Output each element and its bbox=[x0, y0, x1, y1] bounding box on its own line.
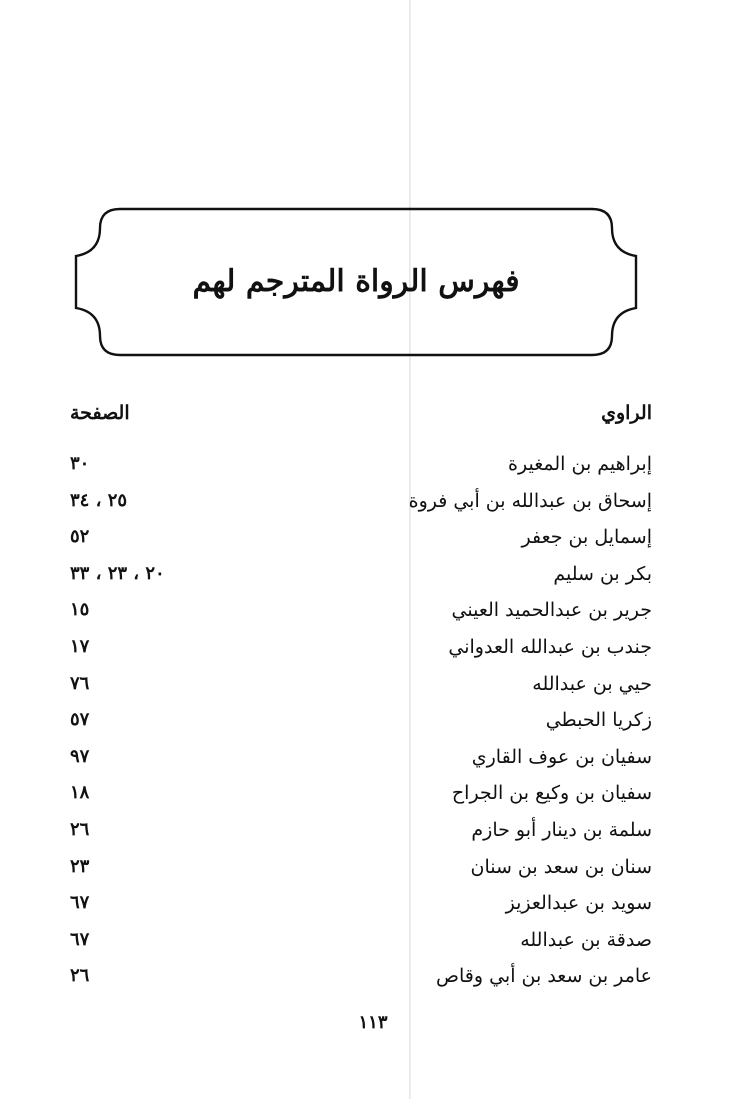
narrator-name: صدقة بن عبدالله bbox=[520, 928, 652, 951]
index-entry bbox=[70, 923, 652, 960]
page-references: ٥٧ bbox=[70, 709, 90, 731]
narrator-name: حيي بن عبدالله bbox=[532, 672, 652, 695]
narrator-column-header: الراوي bbox=[601, 402, 652, 424]
index-entry bbox=[70, 630, 652, 667]
page-references: ٧٦ bbox=[70, 672, 90, 694]
index-entry bbox=[70, 447, 652, 484]
page-references: ٩٧ bbox=[70, 745, 90, 767]
index-entry bbox=[70, 667, 652, 704]
narrator-name: عامر بن سعد بن أبي وقاص bbox=[436, 965, 652, 988]
page-references: ٢٥ ، ٣٤ bbox=[70, 489, 128, 511]
page-references: ٥٢ bbox=[70, 526, 90, 548]
narrator-index-list bbox=[70, 447, 652, 996]
page-column-header: الصفحة bbox=[70, 402, 130, 424]
narrator-name: إسمايل بن جعفر bbox=[521, 526, 652, 549]
page-title: فهرس الرواة المترجم لهم bbox=[192, 264, 520, 299]
page-references: ٢٦ bbox=[70, 818, 90, 840]
page-references: ٢٠ ، ٢٣ ، ٣٣ bbox=[70, 562, 165, 584]
index-entry bbox=[70, 520, 652, 557]
index-entry bbox=[70, 886, 652, 923]
index-entry bbox=[70, 740, 652, 777]
narrator-name: سلمة بن دينار أبو حازم bbox=[471, 818, 652, 841]
narrator-name: إسحاق بن عبدالله بن أبي فروة bbox=[408, 489, 652, 512]
title-frame bbox=[70, 206, 642, 358]
index-entry bbox=[70, 776, 652, 813]
narrator-name: سفيان بن وكيع بن الجراح bbox=[451, 782, 652, 805]
narrator-name: سفيان بن عوف القاري bbox=[471, 745, 652, 768]
page-references: ٦٧ bbox=[70, 892, 90, 914]
narrator-name: بكر بن سليم bbox=[553, 562, 652, 585]
index-entry bbox=[70, 813, 652, 850]
narrator-name: إبراهيم بن المغيرة bbox=[508, 453, 652, 475]
page-references: ١٨ bbox=[70, 782, 90, 804]
narrator-name: جرير بن عبدالحميد العيني bbox=[451, 599, 652, 622]
page-references: ٢٣ bbox=[70, 855, 90, 877]
index-entry bbox=[70, 703, 652, 740]
index-entry bbox=[70, 484, 652, 521]
narrator-name: جندب بن عبدالله العدواني bbox=[448, 635, 652, 658]
page-number: ١١٣ bbox=[358, 1012, 388, 1033]
index-entry bbox=[70, 593, 652, 630]
narrator-name: زكريا الحبطي bbox=[545, 709, 652, 732]
page-references: ٢٦ bbox=[70, 965, 90, 987]
narrator-name: سويد بن عبدالعزيز bbox=[505, 892, 652, 915]
page-references: ١٥ bbox=[70, 599, 90, 621]
index-header bbox=[70, 402, 652, 432]
index-entry bbox=[70, 557, 652, 594]
index-entry bbox=[70, 959, 652, 996]
index-entry bbox=[70, 850, 652, 887]
page-references: ١٧ bbox=[70, 635, 90, 657]
narrator-name: سنان بن سعد بن سنان bbox=[470, 855, 652, 878]
page-references: ٦٧ bbox=[70, 928, 90, 950]
page-references: ٣٠ bbox=[70, 453, 90, 474]
